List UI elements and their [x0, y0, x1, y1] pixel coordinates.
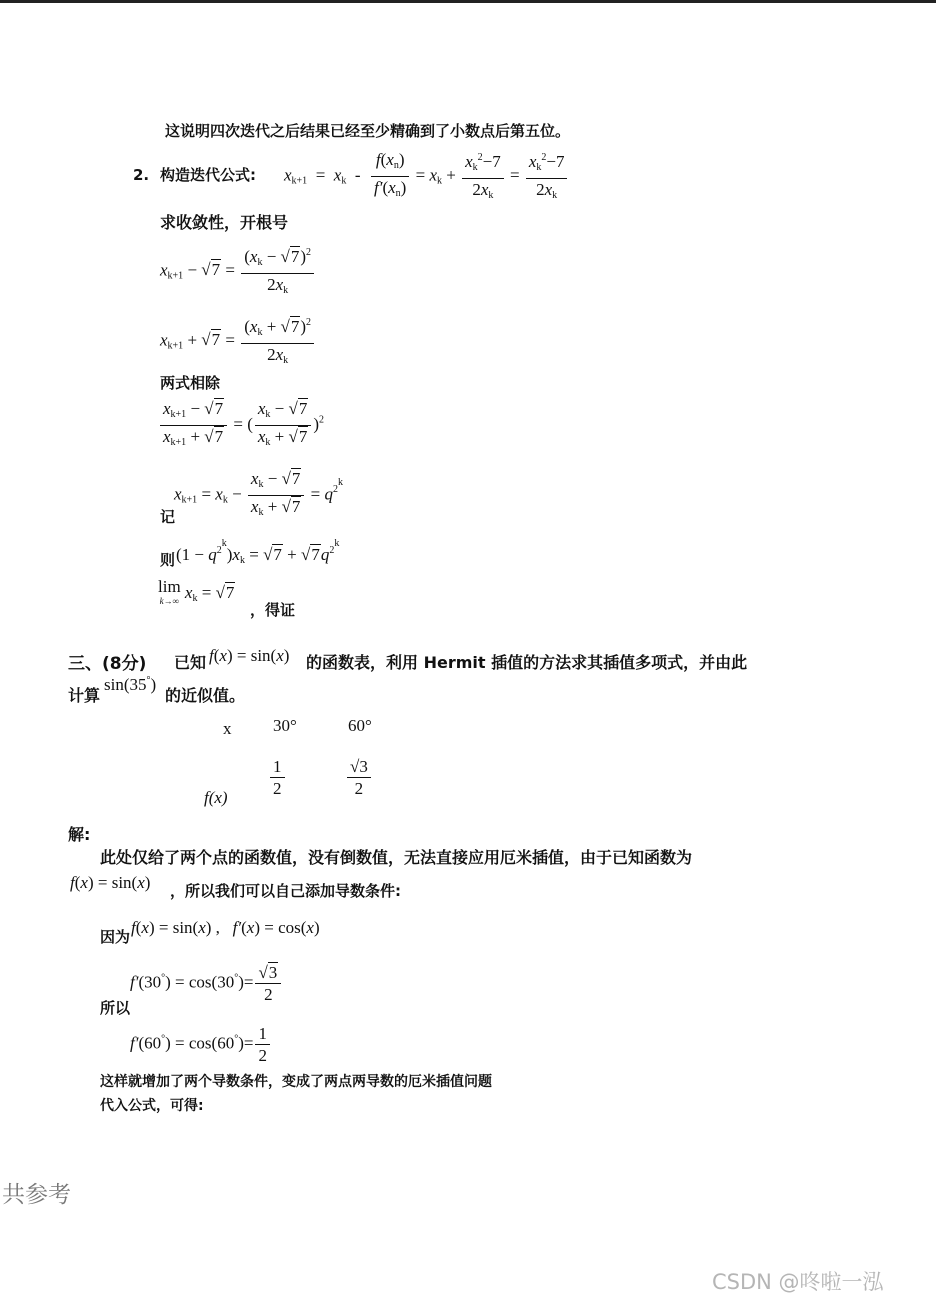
formula-minus: $x_{k+1} - √7$ = $\frac{(x_k - √7)^2}{2x_k}$ [160, 242, 316, 301]
derivative-at-60: f′(60°) = cos(60°)= $\frac{1}{2}$ [130, 1023, 272, 1066]
because-label: 因为 [100, 928, 131, 946]
table-x-30: 30° [273, 716, 297, 735]
table-f-30 [268, 756, 287, 799]
derivative-formula: f(x) = sin(x) , f′(x) = cos(x) [131, 918, 320, 937]
iteration-formula: $x_{k+1} = x_k$ - $\frac{f(x_n)}{f'(x_n)}$ = $x_k$ + $\frac{x_k^2-7}{2x_k}$ = $\frac{x_k^2-7}{2x_k}$ [284, 147, 569, 206]
solution-para2: ，所以我们可以自己添加导数条件: [170, 882, 402, 900]
item2-intro: 构造迭代公式: [160, 166, 256, 184]
derivative-at-30: f′(30°) = cos(30°)= $\frac{√3}{2}$ [130, 962, 283, 1005]
table-f-60-num: √3 [347, 756, 371, 778]
table-f-60-den: 2 [354, 779, 364, 798]
convergence-heading: 求收敛性，开根号 [160, 213, 289, 232]
formula-limit: lim k→∞ $x_k = √7$ [158, 577, 235, 606]
csdn-watermark: CSDN @咚啦一泓 [712, 1270, 884, 1294]
formula-q-definition: $x_{k+1} = x_k$ − $\frac{x_k - √7}{x_k + √7}$ = $q^{2^k}$ [174, 469, 343, 518]
table-x-header: x [223, 719, 232, 738]
ji-label: 记 [160, 508, 176, 526]
table-fx-header: f(x) [204, 788, 228, 807]
top-border-line [0, 0, 936, 3]
q3-text-c: 计算 [68, 686, 101, 705]
formula-then: $(1 - q^{2^k})x_k = √7 + √7q^{2^k}$ [176, 538, 340, 566]
table-x-60: 60° [348, 716, 372, 735]
q3-function: f(x) = sin(x) [209, 646, 290, 665]
table-f-30-den: 2 [273, 779, 282, 798]
table-f-30-num: 1 [270, 756, 285, 778]
solution-function: f(x) = sin(x) [70, 873, 151, 892]
item2-number: 2. [133, 166, 150, 184]
q3-label: 三、(8分) [68, 654, 147, 674]
added-conditions: 这样就增加了两个导数条件，变成了两点两导数的厄米插值问题 [100, 1074, 492, 1090]
ze-label: 则 [160, 551, 176, 569]
divide-heading: 两式相除 [160, 374, 221, 392]
q3-text-b: 的函数表，利用 Hermit 插值的方法求其插值多项式，并由此 [306, 653, 748, 672]
q3-text-d: 的近似值。 [165, 686, 246, 705]
q3-sin35: sin(35°) [104, 675, 157, 694]
footer-reference-text: 共参考 [2, 1182, 71, 1208]
table-f-60 [345, 756, 373, 799]
solution-para1: 此处仅给了两个点的函数值，没有倒数值，无法直接应用厄米插值，由于已知函数为 [100, 848, 693, 867]
substitute-formula: 代入公式，可得: [100, 1098, 204, 1114]
proved-label: ，得证 [250, 601, 296, 619]
formula-ratio: $\frac{x_{k+1} - √7}{x_{k+1} + √7}$ = ( $\frac{x_k - √7}{x_k + √7}$ )$^2$ [158, 398, 324, 453]
section1-conclusion: 这说明四次迭代之后结果已经至少精确到了小数点后第五位。 [165, 122, 571, 140]
formula-plus: $x_{k+1} + √7$ = $\frac{(x_k + √7)^2}{2x_k}$ [160, 312, 316, 371]
therefore-label: 所以 [100, 999, 131, 1017]
q3-text-a: 已知 [174, 653, 207, 672]
solution-label: 解: [68, 825, 91, 844]
